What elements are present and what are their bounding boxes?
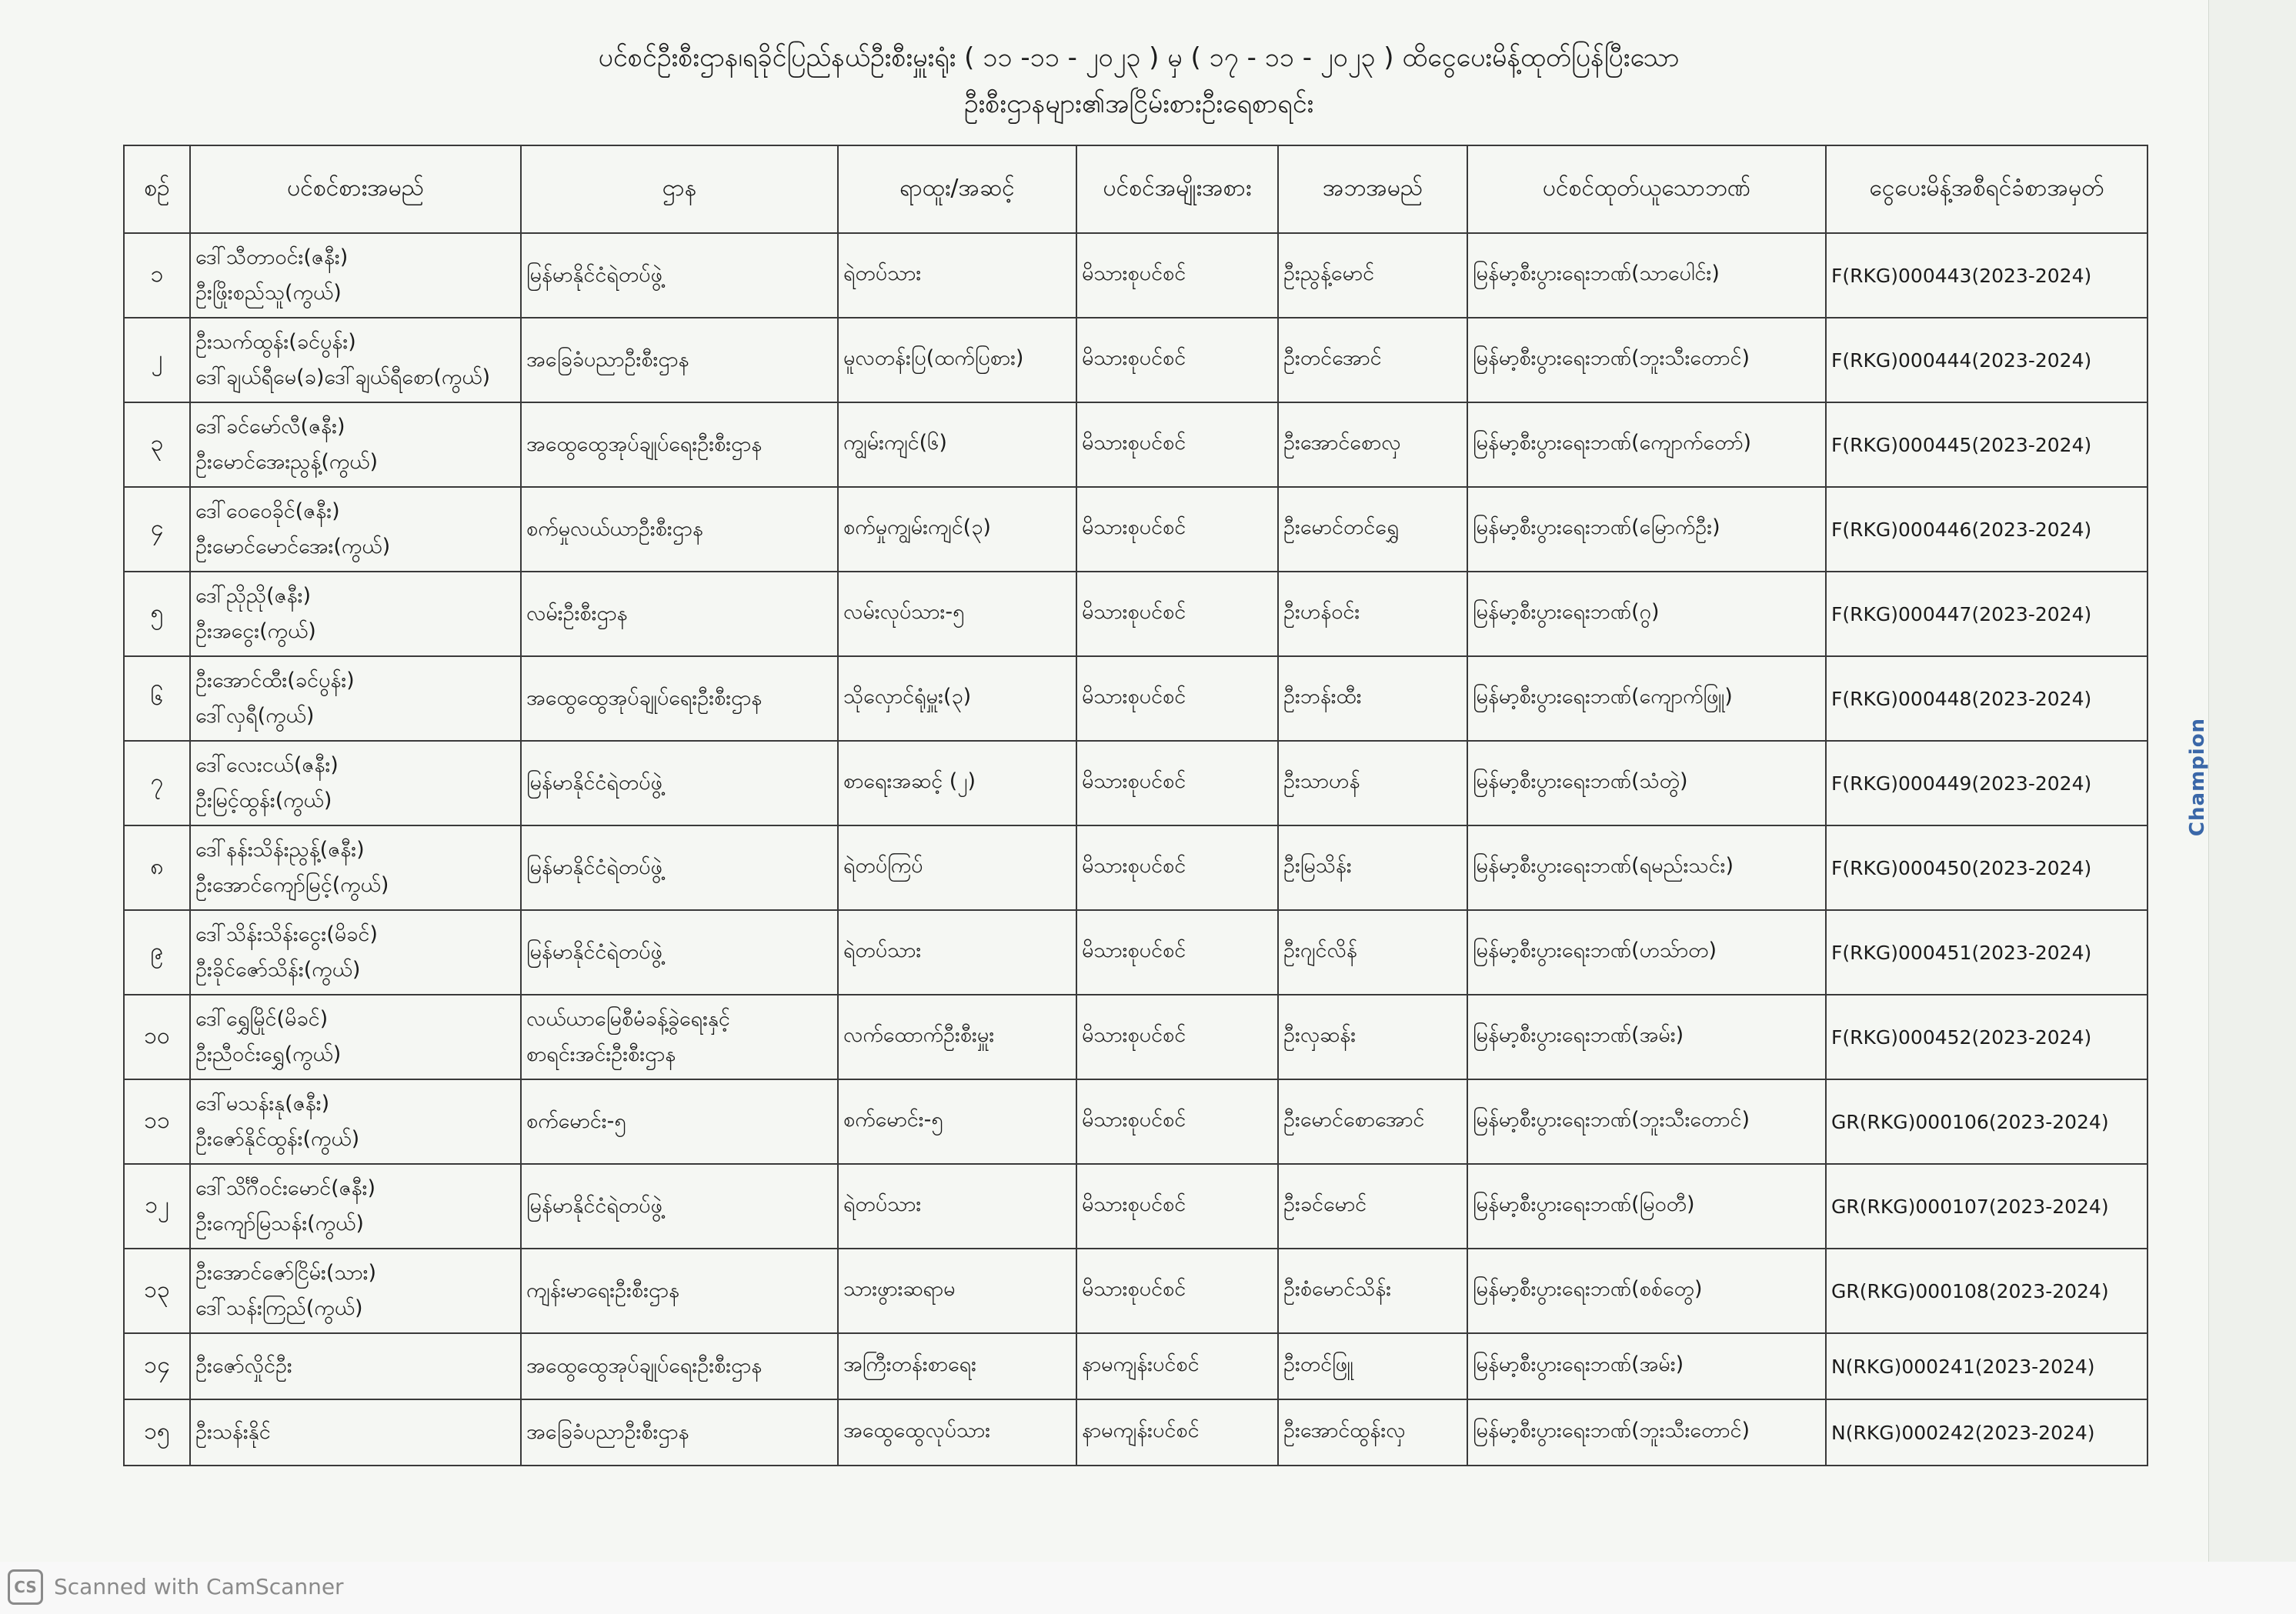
cell-name (190, 487, 521, 572)
cell-bank: မြန်မာ့စီးပွားရေးဘဏ်(အမ်း) (1467, 1333, 1826, 1399)
cell-no: ၉ (124, 910, 190, 995)
cell-pension-type: မိသားစုပင်စင် (1076, 233, 1278, 318)
cell-name-line: ဒေါ်ချယ်ရီမေ(ခ)ဒေါ်ချယ်ရီစော(ကွယ်) (195, 365, 491, 389)
cell-name (190, 402, 521, 487)
cell-name-line: ဦးဇော်နိုင်ထွန်း(ကွယ်) (195, 1127, 360, 1151)
cell-name-line: ဒေါ်ညိုညို(ဇနီး) (195, 584, 312, 608)
cell-name (190, 1333, 521, 1399)
cell-bank: မြန်မာ့စီးပွားရေးဘဏ်(အမ်း) (1467, 995, 1826, 1079)
cell-father-name: ဦးအောင်စောလှ (1278, 402, 1467, 487)
col-header-department: ဌာန (521, 145, 838, 233)
cell-department-line: အထွေထွေအုပ်ချုပ်ရေးဦးစီးဌာန (526, 686, 763, 710)
cell-father-name: ဦးလှဆန်း (1278, 995, 1467, 1079)
cell-father-name: ဦးညွန့်မောင် (1278, 233, 1467, 318)
cell-order-number: N(RKG)000242(2023-2024) (1826, 1399, 2147, 1466)
cell-order-number: GR(RKG)000108(2023-2024) (1826, 1249, 2147, 1333)
cell-name (190, 656, 521, 741)
cell-no: ၁၃ (124, 1249, 190, 1333)
table-row (124, 741, 2147, 825)
table-row (124, 487, 2147, 572)
cell-department (521, 1333, 838, 1399)
table-row (124, 1333, 2147, 1399)
cell-bank: မြန်မာ့စီးပွားရေးဘဏ်(မြောက်ဦး) (1467, 487, 1826, 572)
cell-rank: သိုလှောင်ရုံမှူး(၃) (838, 656, 1076, 741)
col-header-order-number: ငွေပေးမိန့်အစီရင်ခံစာအမှတ် (1826, 145, 2147, 233)
cell-pension-type: မိသားစုပင်စင် (1076, 1079, 1278, 1164)
cell-rank: ကျွမ်းကျင်(၆) (838, 402, 1076, 487)
cell-name (190, 1249, 521, 1333)
champion-watermark: Champion (2186, 717, 2209, 837)
cell-order-number: F(RKG)000446(2023-2024) (1826, 487, 2147, 572)
cell-department (521, 402, 838, 487)
cell-no: ၄ (124, 487, 190, 572)
cell-rank: ရဲတပ်ကြပ် (838, 825, 1076, 910)
cell-department (521, 825, 838, 910)
cell-name-line: ဦးဖြိုးစည်သူ(ကွယ်) (195, 281, 342, 305)
cell-department (521, 572, 838, 656)
table-row (124, 1249, 2147, 1333)
cell-department (521, 1079, 838, 1164)
cell-department (521, 1249, 838, 1333)
table-row (124, 995, 2147, 1079)
cell-department-line: မြန်မာနိုင်ငံရဲတပ်ဖွဲ့ (526, 855, 662, 879)
cell-pension-type: မိသားစုပင်စင် (1076, 995, 1278, 1079)
col-header-bank: ပင်စင်ထုတ်ယူသောဘဏ် (1467, 145, 1826, 233)
cell-pension-type: မိသားစုပင်စင် (1076, 741, 1278, 825)
cell-no: ၅ (124, 572, 190, 656)
cell-name-line: ဒေါ်ခင်မော်လီ(ဇနီး) (195, 415, 345, 439)
cell-department-line: စက်မှုလယ်ယာဦးစီးဌာန (526, 517, 703, 541)
cell-department-line: စက်မောင်း-၅ (526, 1109, 626, 1133)
cell-name-line: ဒေါ်ဝေဝေခိုင်(ဇနီး) (195, 499, 340, 523)
table-header-row (124, 145, 2147, 233)
cell-name (190, 1164, 521, 1249)
cell-name-line: ဦးသက်ထွန်း(ခင်ပွန်း) (195, 330, 356, 354)
cell-pension-type: နာမကျန်းပင်စင် (1076, 1333, 1278, 1399)
cell-department-line: အထွေထွေအုပ်ချုပ်ရေးဦးစီးဌာန (526, 1354, 763, 1378)
cell-bank: မြန်မာ့စီးပွားရေးဘဏ်(သံတွဲ) (1467, 741, 1826, 825)
cell-pension-type: မိသားစုပင်စင် (1076, 825, 1278, 910)
cell-name-line: ဦးမြင့်ထွန်း(ကွယ်) (195, 789, 332, 812)
cell-father-name: ဦးခင်မောင် (1278, 1164, 1467, 1249)
cell-rank: သားဖွားဆရာမ (838, 1249, 1076, 1333)
table-row (124, 1079, 2147, 1164)
cell-department-line: အခြေခံပညာဦးစီးဌာန (526, 1420, 689, 1444)
cell-no: ၂ (124, 318, 190, 402)
cell-department (521, 910, 838, 995)
cell-name (190, 233, 521, 318)
cell-name-line: ဒေါ်လေးငယ်(ဇနီး) (195, 753, 339, 777)
camscanner-logo-icon: CS (8, 1569, 43, 1605)
table-row (124, 402, 2147, 487)
cell-bank: မြန်မာ့စီးပွားရေးဘဏ်(ရမည်းသင်း) (1467, 825, 1826, 910)
table-row (124, 318, 2147, 402)
cell-order-number: F(RKG)000443(2023-2024) (1826, 233, 2147, 318)
underlying-page-edge (2208, 0, 2296, 1562)
cell-pension-type: မိသားစုပင်စင် (1076, 487, 1278, 572)
cell-name-line: ဒေါ်ရွှေမြိုင်(မိခင်) (195, 1007, 329, 1031)
table-row (124, 233, 2147, 318)
cell-department-line: မြန်မာနိုင်ငံရဲတပ်ဖွဲ့ (526, 771, 662, 795)
table-row (124, 572, 2147, 656)
col-header-name: ပင်စင်စားအမည် (190, 145, 521, 233)
cell-rank: စာရေးအဆင့် (၂) (838, 741, 1076, 825)
cell-bank: မြန်မာ့စီးပွားရေးဘဏ်(ဘူးသီးတောင်) (1467, 1399, 1826, 1466)
table-row (124, 825, 2147, 910)
cell-order-number: GR(RKG)000107(2023-2024) (1826, 1164, 2147, 1249)
scanner-credit: Scanned with CamScanner (54, 1574, 344, 1599)
cell-pension-type: မိသားစုပင်စင် (1076, 572, 1278, 656)
cell-father-name: ဦးဟန်ဝင်း (1278, 572, 1467, 656)
cell-name (190, 741, 521, 825)
cell-father-name: ဦးတင်အောင် (1278, 318, 1467, 402)
cell-father-name: ဦးစံမောင်သိန်း (1278, 1249, 1467, 1333)
cell-rank: လမ်းလုပ်သား-၅ (838, 572, 1076, 656)
cell-rank: စက်မှုကျွမ်းကျင်(၃) (838, 487, 1076, 572)
cell-bank: မြန်မာ့စီးပွားရေးဘဏ်(သာပေါင်း) (1467, 233, 1826, 318)
cell-order-number: F(RKG)000450(2023-2024) (1826, 825, 2147, 910)
cell-rank: လက်ထောက်ဦးစီးမှူး (838, 995, 1076, 1079)
scanner-footer (0, 1562, 2296, 1614)
cell-father-name: ဦးမောင်စောအောင် (1278, 1079, 1467, 1164)
cell-order-number: F(RKG)000445(2023-2024) (1826, 402, 2147, 487)
cell-department-line: အထွေထွေအုပ်ချုပ်ရေးဦးစီးဌာန (526, 432, 763, 456)
cell-father-name: ဦးဂျင်လိန် (1278, 910, 1467, 995)
cell-bank: မြန်မာ့စီးပွားရေးဘဏ်(ကျောက်ဖြူ) (1467, 656, 1826, 741)
cell-no: ၁၂ (124, 1164, 190, 1249)
cell-father-name: ဦးတင်ဖြူ (1278, 1333, 1467, 1399)
cell-name-line: ဒေါ်လှရီ(ကွယ်) (195, 704, 315, 728)
cell-department-line: အခြေခံပညာဦးစီးဌာန (526, 348, 689, 372)
cell-order-number: F(RKG)000451(2023-2024) (1826, 910, 2147, 995)
cell-order-number: F(RKG)000448(2023-2024) (1826, 656, 2147, 741)
cell-no: ၁၀ (124, 995, 190, 1079)
cell-father-name: ဦးမြသိန်း (1278, 825, 1467, 910)
cell-department-line: စာရင်းအင်းဦးစီးဌာန (526, 1042, 676, 1066)
cell-name (190, 1079, 521, 1164)
cell-father-name: ဦးသာဟန် (1278, 741, 1467, 825)
cell-department (521, 318, 838, 402)
table-row (124, 1164, 2147, 1249)
cell-rank: ရဲတပ်သား (838, 910, 1076, 995)
cell-rank: စက်မောင်း-၅ (838, 1079, 1076, 1164)
cell-name (190, 825, 521, 910)
cell-no: ၁ (124, 233, 190, 318)
cell-father-name: ဦးဘန်းထီး (1278, 656, 1467, 741)
cell-department (521, 233, 838, 318)
cell-name (190, 910, 521, 995)
cell-order-number: F(RKG)000449(2023-2024) (1826, 741, 2147, 825)
cell-bank: မြန်မာ့စီးပွားရေးဘဏ်(ကျောက်တော်) (1467, 402, 1826, 487)
cell-no: ၇ (124, 741, 190, 825)
cell-name-line: ဒေါ်မသန်းနု(ဇနီး) (195, 1092, 330, 1115)
cell-department-line: မြန်မာနိုင်ငံရဲတပ်ဖွဲ့ (526, 263, 662, 287)
cell-order-number: F(RKG)000447(2023-2024) (1826, 572, 2147, 656)
cell-rank: ရဲတပ်သား (838, 1164, 1076, 1249)
table-row (124, 910, 2147, 995)
document-title (0, 35, 2278, 127)
cell-department-line: လယ်ယာမြေစီမံခန့်ခွဲရေးနှင့် (526, 1007, 730, 1031)
pension-register-table (123, 145, 2148, 1466)
cell-department (521, 1399, 838, 1466)
cell-pension-type: မိသားစုပင်စင် (1076, 1249, 1278, 1333)
cell-pension-type: နာမကျန်းပင်စင် (1076, 1399, 1278, 1466)
cell-department-line: မြန်မာနိုင်ငံရဲတပ်ဖွဲ့ (526, 1194, 662, 1218)
cell-order-number: N(RKG)000241(2023-2024) (1826, 1333, 2147, 1399)
cell-name (190, 995, 521, 1079)
title-line-1: ပင်စင်ဦးစီးဌာန၊ရခိုင်ပြည်နယ်ဦးစီးမှူးရုံး ( ၁၁ -၁၁ - ၂၀၂၃ ) မှ ( ၁၇ - ၁၁ - ၂၀၂၃ ) ထိငွေပေးမိန့်ထုတ်ပြန်ပြီးသော (598, 42, 1680, 73)
cell-bank: မြန်မာ့စီးပွားရေးဘဏ်(ဟသ်ာတ) (1467, 910, 1826, 995)
cell-no: ၁၅ (124, 1399, 190, 1466)
cell-bank: မြန်မာ့စီးပွားရေးဘဏ်(ဘူးသီးတောင်) (1467, 318, 1826, 402)
cell-pension-type: မိသားစုပင်စင် (1076, 656, 1278, 741)
cell-no: ၈ (124, 825, 190, 910)
cell-no: ၃ (124, 402, 190, 487)
cell-order-number: F(RKG)000452(2023-2024) (1826, 995, 2147, 1079)
cell-name-line: ဒေါ်သီတာဝင်း(ဇနီး) (195, 245, 349, 269)
cell-rank: အကြီးတန်းစာရေး (838, 1333, 1076, 1399)
table-row (124, 656, 2147, 741)
cell-bank: မြန်မာ့စီးပွားရေးဘဏ်(ဘူးသီးတောင်) (1467, 1079, 1826, 1164)
cell-bank: မြန်မာ့စီးပွားရေးဘဏ်(မြဝတီ) (1467, 1164, 1826, 1249)
cell-name (190, 1399, 521, 1466)
cell-department (521, 995, 838, 1079)
cell-name-line: ဦးဇော်လှိုင်ဦး (195, 1354, 292, 1378)
cell-name-line: ဦးအောင်ထီး(ခင်ပွန်း) (195, 669, 355, 692)
cell-department-line: လမ်းဦးစီးဌာန (526, 602, 628, 625)
cell-no: ၁၁ (124, 1079, 190, 1164)
cell-pension-type: မိသားစုပင်စင် (1076, 1164, 1278, 1249)
cell-name-line: ဦးအောင်ကျော်မြင့်(ကွယ်) (195, 873, 389, 897)
cell-rank: အထွေထွေလုပ်သား (838, 1399, 1076, 1466)
cell-name-line: ဒေါ်သိန်းသိန်းငွေး(မိခင်) (195, 922, 378, 946)
cell-order-number: F(RKG)000444(2023-2024) (1826, 318, 2147, 402)
col-header-rank: ရာထူး/အဆင့် (838, 145, 1076, 233)
cell-department-line: မြန်မာနိုင်ငံရဲတပ်ဖွဲ့ (526, 940, 662, 964)
cell-no: ၆ (124, 656, 190, 741)
cell-bank: မြန်မာ့စီးပွားရေးဘဏ်(ဂွ) (1467, 572, 1826, 656)
cell-rank: ရဲတပ်သား (838, 233, 1076, 318)
cell-name-line: ဒေါ်သန်းကြည်(ကွယ်) (195, 1296, 363, 1320)
cell-pension-type: မိသားစုပင်စင် (1076, 910, 1278, 995)
cell-department-line: ကျန်းမာရေးဦးစီးဌာန (526, 1279, 679, 1302)
cell-department (521, 1164, 838, 1249)
cell-department (521, 656, 838, 741)
cell-bank: မြန်မာ့စီးပွားရေးဘဏ်(စစ်တွေ) (1467, 1249, 1826, 1333)
cell-department (521, 741, 838, 825)
cell-pension-type: မိသားစုပင်စင် (1076, 402, 1278, 487)
cell-name-line: ဒေါ်သိင်္ဂီဝင်းမောင်(ဇနီး) (195, 1176, 376, 1200)
cell-name-line: ဦးမောင်အေးညွန့်(ကွယ်) (195, 450, 379, 474)
cell-name-line: ဦးကျော်မြသန်း(ကွယ်) (195, 1212, 364, 1236)
cell-name (190, 572, 521, 656)
cell-name-line: ဦးအောင်ဇော်ငြိမ်း(သား) (195, 1261, 377, 1285)
cell-name-line: ဦးခိုင်ဇော်သိန်း(ကွယ်) (195, 958, 361, 982)
cell-father-name: ဦးအောင်ထွန်းလှ (1278, 1399, 1467, 1466)
cell-name (190, 318, 521, 402)
col-header-pension-type: ပင်စင်အမျိုးအစား (1076, 145, 1278, 233)
cell-name-line: ဦးမောင်မောင်အေး(ကွယ်) (195, 535, 391, 559)
cell-name-line: ဦးညီဝင်းရွှေ(ကွယ်) (195, 1042, 342, 1066)
cell-pension-type: မိသားစုပင်စင် (1076, 318, 1278, 402)
cell-order-number: GR(RKG)000106(2023-2024) (1826, 1079, 2147, 1164)
cell-name-line: ဦးသန်းနိုင် (195, 1420, 271, 1444)
cell-father-name: ဦးမောင်တင်ရွှေ (1278, 487, 1467, 572)
col-header-no: စဉ် (124, 145, 190, 233)
cell-department (521, 487, 838, 572)
cell-name-line: ဦးအငွေး(ကွယ်) (195, 619, 316, 643)
col-header-father-name: အဘအမည် (1278, 145, 1467, 233)
cell-name-line: ဒေါ်နန်းသိန်းညွန့်(ဇနီး) (195, 838, 365, 862)
cell-rank: မူလတန်းပြ(ထက်ပြစား) (838, 318, 1076, 402)
table-row (124, 1399, 2147, 1466)
cell-no: ၁၄ (124, 1333, 190, 1399)
title-line-2: ဦးစီးဌာနများ၏အငြိမ်းစားဦးရေစာရင်း (963, 88, 1314, 119)
